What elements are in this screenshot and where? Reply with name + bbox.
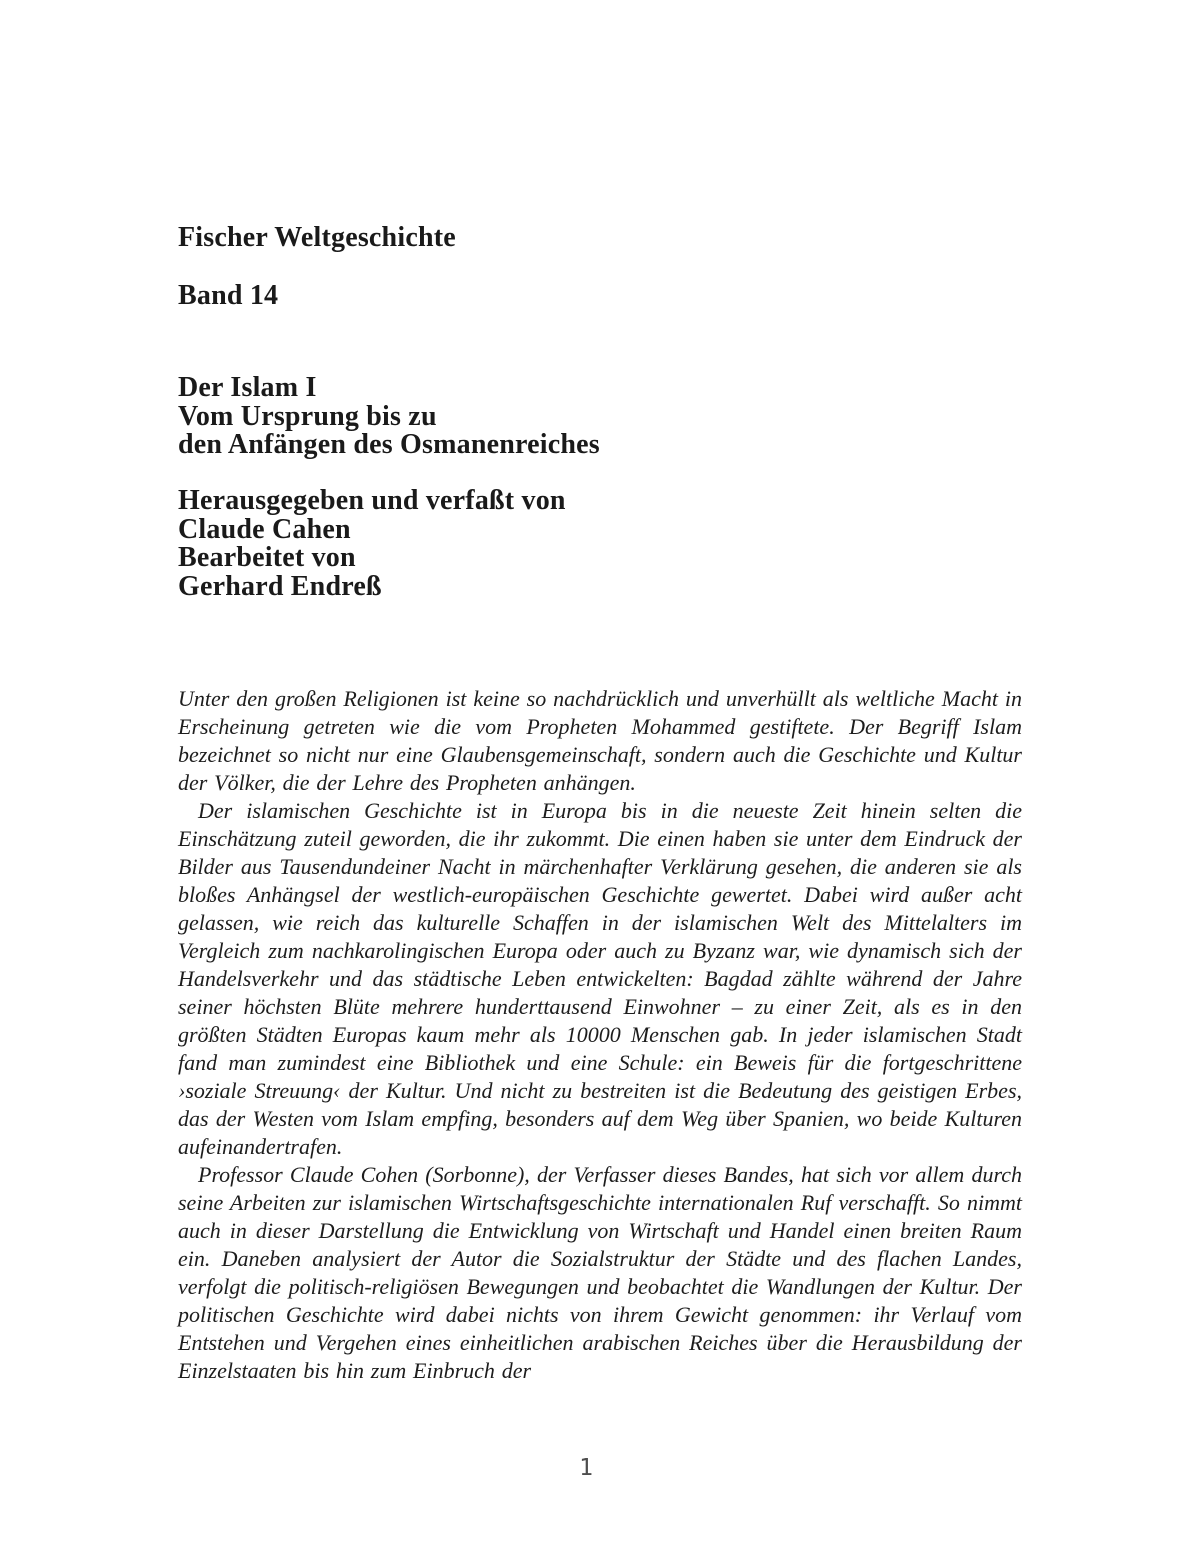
body-paragraph: Professor Claude Cohen (Sorbonne), der Verfasser dieses Bandes, hat sich vor allem durch seine Arbeiten zur islamischen Wirtschaftsgeschichte internationalen Ruf verschafft. So nimmt auch in dieser Darstellung die Entwicklung von Wirtschaft und Handel einen breiten Raum ein. Daneben analysiert der Autor die Sozialstruktur der Städte und des flachen Landes, verfolgt die politisch-religiösen Bewegungen und beobachtet die Wandlungen der Kultur. Der politischen Geschichte wird dabei nichts von ihrem Gewicht genommen: ihr Verlauf vom Entstehen und Vergehen eines einheitlichen arabischen Reiches über die Herausbildung der Einzelstaaten bis hin zum Einbruch der <box>178 1162 1022 1383</box>
book-title <box>178 374 600 460</box>
book-title-line-1: Der Islam I <box>178 372 317 403</box>
edited-by-label: Herausgegeben und verfaßt von <box>178 485 566 516</box>
page-number: 1 <box>579 1455 593 1481</box>
reviser-name: Gerhard Endreß <box>178 570 382 602</box>
editors-block <box>178 487 566 601</box>
body-paragraph: Unter den großen Religionen ist keine so nachdrücklich und unverhüllt als weltliche Macht in Erscheinung getreten wie die vom Propheten Mohammed gestiftete. Der Begriff Islam bezeichnet so nicht nur eine Glaubensgemeinschaft, sondern auch die Geschichte und Kultur der Völker, die der Lehre des Propheten anhängen. <box>178 686 1022 795</box>
book-title-line-3: den Anfängen des Osmanenreiches <box>178 429 600 460</box>
series-title: Fischer Weltgeschichte <box>178 222 456 253</box>
volume-label: Band 14 <box>178 280 279 311</box>
body-paragraph: Der islamischen Geschichte ist in Europa bis in die neueste Zeit hinein selten die Einschätzung zuteil geworden, die ihr zukommt. Die einen haben sie unter dem Eindruck der Bilder aus Tausendundeiner Nacht in märchenhafter Verklärung gesehen, die anderen sie als bloßes Anhängsel der westlich-europäischen Geschichte gewertet. Dabei wird außer acht gelassen, wie reich das kulturelle Schaffen in der islamischen Welt des Mittelalters im Vergleich zum nachkarolingischen Europa oder auch zu Byzanz war, wie dynamisch sich der Handelsverkehr und das städtische Leben entwickelten: Bagdad zählte während der Jahre seiner höchsten Blüte mehrere hunderttausend Einwohner – zu einer Zeit, als es in den größten Städten Europas kaum mehr als 10000 Menschen gab. In jeder islamischen Stadt fand man zumindest eine Bibliothek und eine Schule: ein Beweis für die fortgeschrittene ›soziale Streuung‹ der Kultur. Und nicht zu bestreiten ist die Bedeutung des geistigen Erbes, das der Westen vom Islam empfing, besonders auf dem Weg über Spanien, wo beide Kulturen aufeinandertrafen. <box>178 798 1022 1159</box>
editor-name: Claude Cahen <box>178 513 351 545</box>
revised-by-label: Bearbeitet von <box>178 542 356 573</box>
book-title-line-2: Vom Ursprung bis zu <box>178 400 437 432</box>
introduction-text <box>178 685 1022 1385</box>
